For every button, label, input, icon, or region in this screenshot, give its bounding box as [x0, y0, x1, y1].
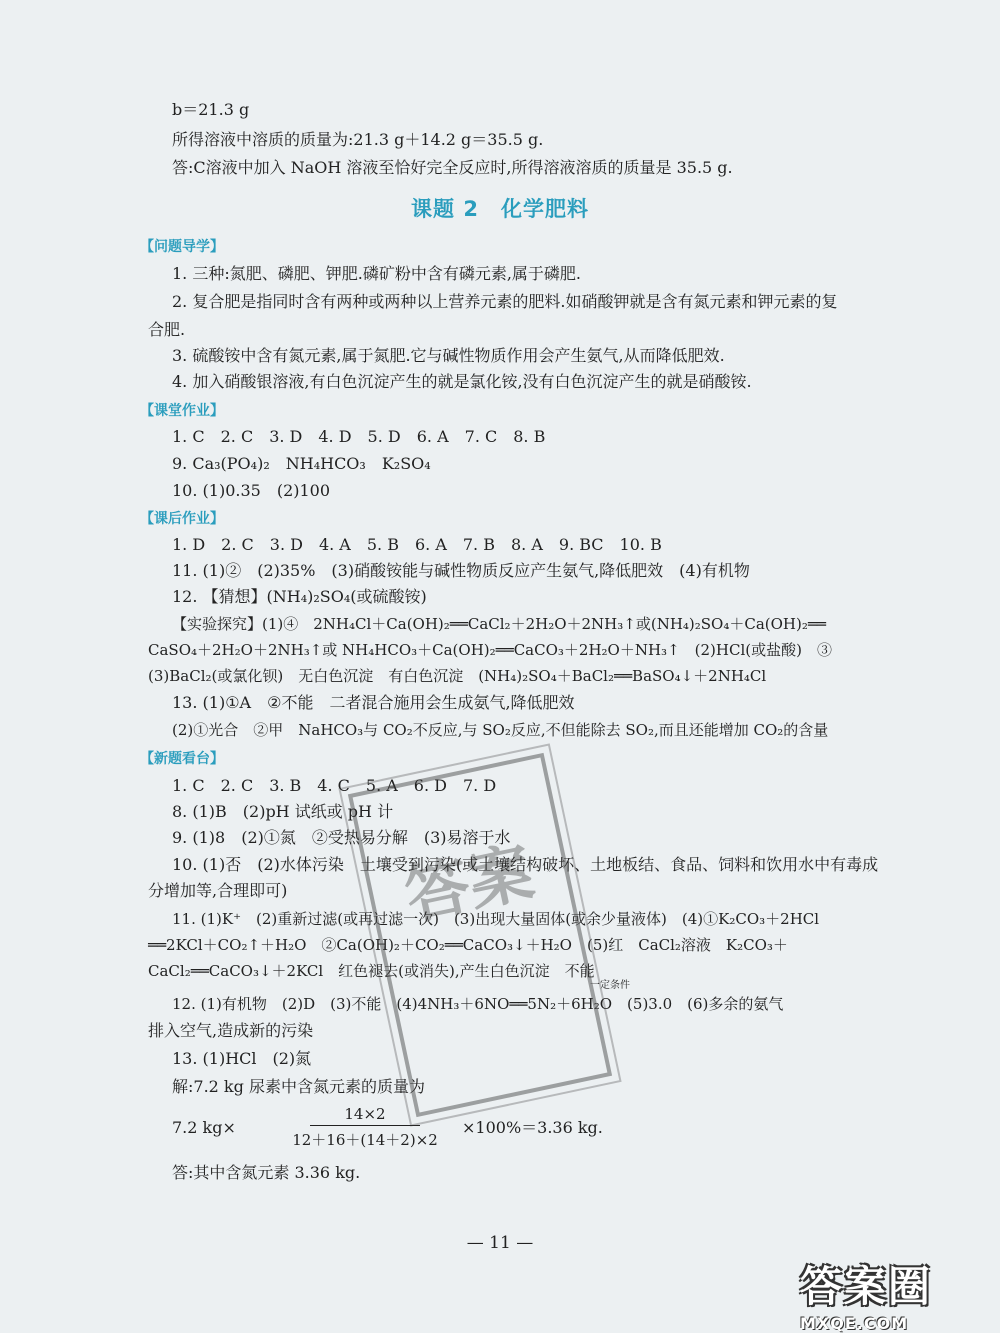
- section-header-xinti: 【新题看台】: [140, 751, 224, 767]
- xinti-line: 12. (1)有机物 (2)D (3)不能 (4)4NH₃＋6NO══5N₂＋6H₂O (5)3.0 (6)多余的氨气: [172, 995, 784, 1013]
- logo-url: MXQE.COM: [800, 1314, 909, 1333]
- calc-numerator: 14×2: [310, 1105, 420, 1126]
- ink-stamp: 答案: [348, 753, 612, 1117]
- xinti-line: 排入空气,造成新的污染: [148, 1021, 314, 1040]
- kehou-line: 【实验探究】(1)④ 2NH₄Cl＋Ca(OH)₂══CaCl₂＋2H₂O＋2NH₃↑或(NH₄)₂SO₄＋Ca(OH)₂══: [172, 615, 826, 633]
- xinti-line: CaCl₂══CaCO₃↓＋2KCl 红色褪去(或消失),产生白色沉淀 不能: [148, 962, 595, 980]
- kehou-line: (2)①光合 ②甲 NaHCO₃与 CO₂不反应,与 SO₂反应,不但能除去 SO₂,而且还能增加 CO₂的含量: [172, 721, 829, 739]
- kehou-line: 12. 【猜想】(NH₄)₂SO₄(或硫酸铵): [172, 587, 427, 606]
- kehou-line: 13. (1)①A ②不能 二者混合施用会生成氨气,降低肥效: [172, 693, 575, 712]
- top-line-2: 所得溶液中溶质的质量为:21.3 g＋14.2 g＝35.5 g.: [172, 130, 544, 149]
- xinti-line: 8. (1)B (2)pH 试纸或 pH 计: [172, 802, 394, 821]
- calc-suffix: ×100%＝3.36 kg.: [462, 1118, 603, 1137]
- ketang-line: 9. Ca₃(PO₄)₂ NH₄HCO₃ K₂SO₄: [172, 454, 431, 473]
- answer-line: 答:其中含氮元素 3.36 kg.: [172, 1163, 361, 1182]
- page-number: — 11 —: [466, 1233, 534, 1253]
- xinti-line: 分增加等,合理即可): [148, 881, 288, 900]
- top-line-3: 答:C溶液中加入 NaOH 溶液至恰好完全反应时,所得溶液溶质的质量是 35.5 g.: [172, 158, 733, 177]
- top-line-1: b＝21.3 g: [172, 100, 250, 119]
- xinti-line: 9. (1)8 (2)①氮 ②受热易分解 (3)易溶于水: [172, 828, 511, 847]
- wenti-line: 4. 加入硝酸银溶液,有白色沉淀产生的就是氯化铵,没有白色沉淀产生的就是硝酸铵.: [172, 372, 752, 391]
- section-header-kehou: 【课后作业】: [140, 511, 224, 527]
- ketang-line: 10. (1)0.35 (2)100: [172, 481, 331, 500]
- watermark-logo: [800, 1254, 970, 1333]
- wenti-line: 2. 复合肥是指同时含有两种或两种以上营养元素的肥料.如硝酸钾就是含有氮元素和钾元素的复: [172, 292, 838, 311]
- ketang-line: 1. C 2. C 3. D 4. D 5. D 6. A 7. C 8. B: [172, 427, 546, 446]
- wenti-line: 1. 三种:氮肥、磷肥、钾肥.磷矿粉中含有磷元素,属于磷肥.: [172, 264, 582, 283]
- kehou-line: (3)BaCl₂(或氯化钡) 无白色沉淀 有白色沉淀 (NH₄)₂SO₄＋BaCl₂══BaSO₄↓＋2NH₄Cl: [148, 667, 767, 685]
- section-header-ketang: 【课堂作业】: [140, 403, 224, 419]
- wenti-line: 3. 硫酸铵中含有氮元素,属于氮肥.它与碱性物质作用会产生氨气,从而降低肥效.: [172, 346, 725, 365]
- wenti-line: 合肥.: [148, 320, 186, 339]
- xinti-line: 10. (1)否 (2)水体污染 土壤受到污染(或土壤结构破坏、土地板结、食品、饲料和饮用水中有毒成: [172, 855, 879, 874]
- kehou-line: CaSO₄＋2H₂O＋2NH₃↑或 NH₄HCO₃＋Ca(OH)₂══CaCO₃＋2H₂O＋NH₃↑ (2)HCl(或盐酸) ③: [148, 641, 832, 659]
- calc-prefix: 7.2 kg×: [172, 1118, 236, 1137]
- calc-denominator: 12＋16＋(14＋2)×2: [292, 1131, 438, 1149]
- logo-text: 答案圈: [800, 1262, 933, 1311]
- kehou-line: 11. (1)② (2)35% (3)硝酸铵能与碱性物质反应产生氨气,降低肥效 (4)有机物: [172, 561, 750, 580]
- xinti-line: 13. (1)HCl (2)氮: [172, 1049, 312, 1068]
- lesson-title: 课题 2 化学肥料: [411, 197, 589, 221]
- section-header-wenti: 【问题导学】: [140, 239, 224, 255]
- xinti-line: ══2KCl＋CO₂↑＋H₂O ②Ca(OH)₂＋CO₂══CaCO₃↓＋H₂O (5)红 CaCl₂溶液 K₂CO₃＋: [148, 936, 788, 954]
- xinti-line: 1. C 2. C 3. B 4. C 5. A 6. D 7. D: [172, 776, 497, 795]
- reaction-condition: 一定条件: [590, 980, 630, 991]
- kehou-line: 1. D 2. C 3. D 4. A 5. B 6. A 7. B 8. A 9. BC 10. B: [172, 535, 662, 554]
- xinti-line: 11. (1)K⁺ (2)重新过滤(或再过滤一次) (3)出现大量固体(或余少量液体) (4)①K₂CO₃＋2HCl: [172, 910, 820, 928]
- xinti-line: 解:7.2 kg 尿素中含氮元素的质量为: [172, 1077, 425, 1096]
